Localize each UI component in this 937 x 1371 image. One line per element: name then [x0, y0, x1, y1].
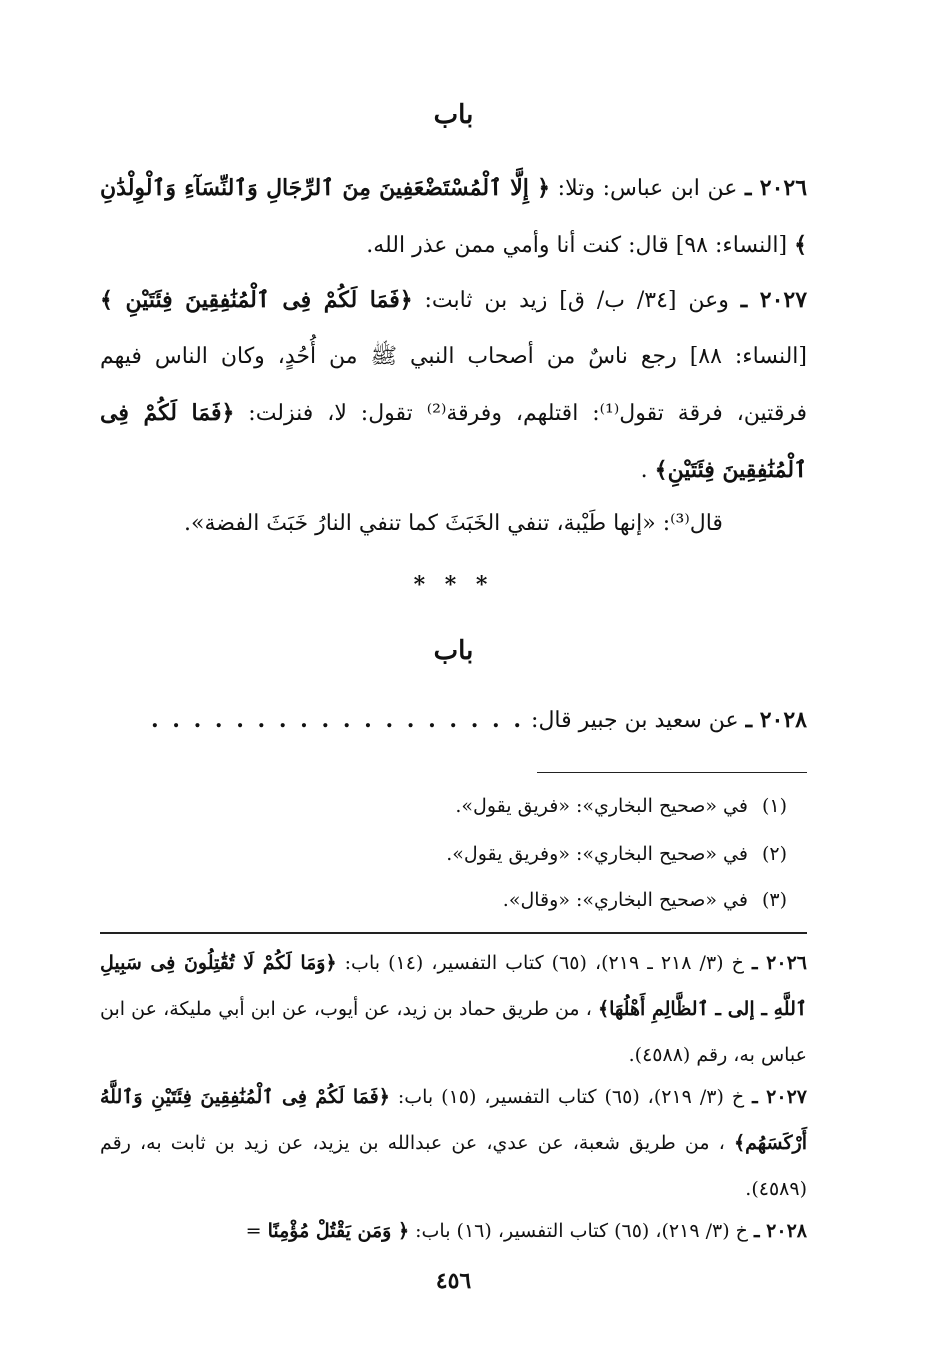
hadith-end: . [640, 458, 648, 483]
hadith-number: ٢٠٢٨ ـ [745, 707, 807, 733]
takhrij-number: ٢٠٢٧ ـ [752, 1086, 807, 1108]
takhrij-2028 [100, 1208, 807, 1254]
takhrij-source: خ (٣/ ٢١٩)، (٦٥) كتاب التفسير، (١٦) باب: [409, 1220, 748, 1242]
hadith-rest: [النساء: ٩٨] قال: كنت أنا وأمي ممن عذر الله. [366, 233, 788, 258]
footnote-text: في «صحيح البخاري»: «وفريق يقول». [446, 843, 748, 865]
footnote-2 [100, 830, 787, 878]
takhrij-2027 [100, 1074, 807, 1212]
footnote-rule [537, 772, 807, 773]
footnote-mark: (١) [761, 795, 787, 817]
footnote-mark: (٣) [761, 889, 787, 911]
hadith-2028 [100, 692, 807, 749]
hadith-lead: وعن [٣٤/ ب/ ق] زيد بن ثابت: [412, 288, 729, 313]
continuation-mark: = [245, 1220, 262, 1242]
quran-verse: ﴿وَمَا لَكُمْ لَا تُقَٰتِلُونَ فِى سَبِيلِ ٱللَّهِ ـ إلى ـ ٱلظَّالِمِ أَهْلُهَا﴾ [100, 952, 807, 1020]
footnote-mark: (٢) [761, 843, 787, 865]
chapter-heading-2: باب [433, 636, 474, 666]
hadith-text: عن سعيد بن جبير قال: [531, 708, 739, 733]
hadith-lead: عن ابن عباس: وتلا: [550, 176, 738, 201]
footnote-1 [100, 782, 787, 830]
hadith-body: [النساء: ٨٨] رجع ناسٌ من أصحاب النبي ﷺ من أُحُدٍ، وكان الناس فيهم فرقتين، فرقة تقول⁽¹⁾: اقتلهم، وفرقة⁽²⁾ تقول: لا، فنزلت: [100, 344, 807, 426]
omission-dots: . . . . . . . . . . . . . . . . . . [150, 707, 525, 733]
footnote-text: في «صحيح البخاري»: «فريق يقول». [455, 795, 748, 817]
takhrij-number: ٢٠٢٦ ـ [751, 952, 807, 974]
footnote-3 [100, 876, 787, 924]
page-number: ٤٥٦ [435, 1268, 472, 1294]
chapter-heading-1: باب [433, 100, 474, 130]
quran-verse: ﴿ إِلَّا ٱلْمُسْتَضْعَفِينَ مِنَ ٱلرِّجَالِ وَٱلنِّسَآءِ وَٱلْوِلْدَٰنِ ﴾ [100, 175, 807, 258]
quran-verse: ﴿فَمَا لَكُمْ فِى ٱلْمُنَٰفِقِينَ فِئَتَيْنِ ﴾ [100, 287, 413, 313]
hadith-number: ٢٠٢٧ ـ [740, 287, 808, 313]
takhrij-2026 [100, 940, 807, 1078]
quran-verse: ﴿فَمَا لَكُمْ فِى ٱلْمُنَٰفِقِينَ فِئَتَيْنِ وَٱللَّهُ أَرْكَسَهُم﴾ [100, 1086, 807, 1154]
quran-verse: ﴿ وَمَن يَقْتُلْ مُؤْمِنًا [267, 1220, 410, 1242]
takhrij-number: ٢٠٢٨ ـ [753, 1220, 807, 1242]
hadith-2027 [100, 272, 807, 499]
takhrij-rule [100, 932, 807, 934]
takhrij-chain: ، من طريق حماد بن زيد، عن أيوب، عن ابن أبي مليكة، عن ابن عباس به، رقم (٤٥٨٨). [100, 998, 807, 1066]
takhrij-source: خ (٣/ ٢١٩)، (٦٥) كتاب التفسير، (١٥) باب: [389, 1086, 745, 1108]
book-page [100, 0, 807, 1371]
takhrij-chain: ، من طريق شعبة، عن عدي، عن عبدالله بن يزيد، عن زيد بن ثابت به، رقم (٤٥٨٩). [100, 1132, 807, 1200]
quran-verse: ﴿فَمَا لَكُمْ فِى ٱلْمُنَٰفِقِينَ فِئَتَيْنِ﴾ [100, 400, 807, 483]
hadith-number: ٢٠٢٦ ـ [745, 175, 808, 201]
takhrij-source: خ (٣/ ٢١٨ ـ ٢١٩)، (٦٥) كتاب التفسير، (١٤) باب: [336, 952, 744, 974]
hadith-2026 [100, 160, 807, 274]
section-separator: * * * [413, 572, 494, 598]
hadith-saying: قال⁽³⁾: «إنها طَيْبة، تنفي الخَبَثَ كما تنفي النارُ خَبَثَ الفضة». [184, 511, 723, 536]
footnote-text: في «صحيح البخاري»: «وقال». [502, 889, 748, 911]
